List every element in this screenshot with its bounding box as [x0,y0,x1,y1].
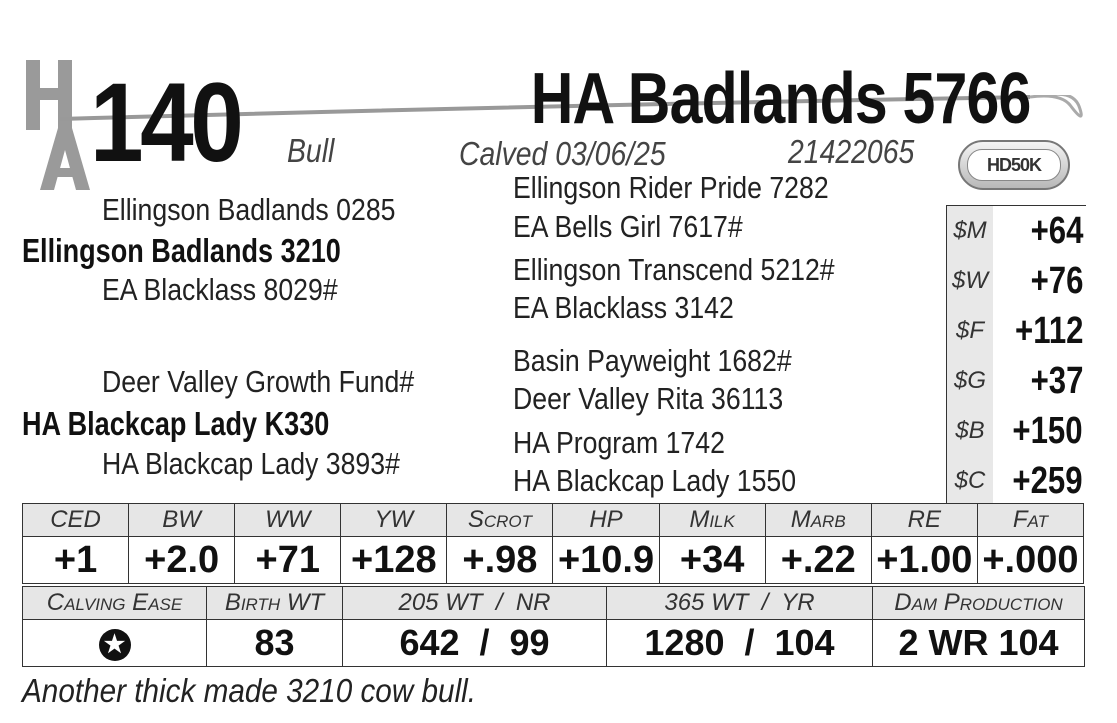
index-label-f: $F [947,306,993,356]
dollar-index-panel [946,205,1086,503]
dam: HA Blackcap Lady K330 [22,405,330,442]
epd-value-hp: +10.9 [553,537,659,584]
index-label-m: $M [947,206,993,256]
dam-sire: Deer Valley Growth Fund# [102,364,415,399]
epd-header-fat: Fat [977,504,1083,537]
epd-value-ced: +1 [23,537,129,584]
sex-label: Bull [287,132,335,169]
index-value-f: +112 [1014,309,1083,352]
hd50k-badge-label: HD50K [967,149,1061,181]
epd-header-row [23,504,1084,537]
epd-header-hp: HP [553,504,659,537]
epd-value-bw: +2.0 [129,537,235,584]
pedigree-ext-1: Ellingson Rider Pride 7282 [513,170,829,205]
index-value-b: +150 [1012,409,1083,452]
sire: Ellingson Badlands 3210 [22,232,341,269]
pedigree-ext-7: HA Program 1742 [513,425,725,460]
value-365-wt-yr: 1280 / 104 [607,620,873,667]
epd-value-marb: +.22 [765,537,871,584]
header-365-wt-yr: 365 WT / YR [607,587,873,620]
epd-value-ww: +71 [235,537,341,584]
value-205-wt-nr: 642 / 99 [343,620,607,667]
epd-header-marb: Marb [765,504,871,537]
sire-sire: Ellingson Badlands 0285 [102,192,396,227]
value-calving-ease [23,620,207,667]
header-205-wt-nr: 205 WT / NR [343,587,607,620]
header-calving-ease: Calving Ease [23,587,207,620]
index-label-w: $W [947,256,993,306]
lot-comment: Another thick made 3210 cow bull. [22,672,477,709]
performance-value-row [23,620,1085,667]
pedigree-ext-8: HA Blackcap Lady 1550 [513,463,797,498]
epd-value-yw: +128 [341,537,447,584]
epd-header-milk: Milk [659,504,765,537]
index-value-m: +64 [1030,209,1083,252]
registration-number: 21422065 [788,133,915,170]
pedigree-ext-5: Basin Payweight 1682# [513,343,792,378]
epd-header-ww: WW [235,504,341,537]
index-value-g: +37 [1030,359,1083,402]
epd-value-scrot: +.98 [447,537,553,584]
pedigree-ext-3: Ellingson Transcend 5212# [513,252,835,287]
hd50k-badge [958,140,1070,190]
epd-value-re: +1.00 [871,537,977,584]
epd-value-row [23,537,1084,584]
epd-header-yw: YW [341,504,447,537]
epd-value-fat: +.000 [977,537,1083,584]
index-label-g: $G [947,356,993,406]
animal-name: HA Badlands 5766 [531,59,1031,139]
index-label-b: $B [947,406,993,456]
header-birth-wt: Birth WT [207,587,343,620]
performance-header-row [23,587,1085,620]
pedigree-ext-6: Deer Valley Rita 36113 [513,381,784,416]
index-value-w: +76 [1030,259,1083,302]
lot-number: 140 [90,60,241,185]
epd-header-scrot: Scrot [447,504,553,537]
value-dam-production: 2 WR 104 [873,620,1085,667]
epd-value-milk: +34 [659,537,765,584]
calved-date: Calved 03/06/25 [459,135,666,172]
pedigree-ext-2: EA Bells Girl 7617# [513,209,743,244]
sire-dam: EA Blacklass 8029# [102,272,338,307]
epd-header-re: RE [871,504,977,537]
index-value-c: +259 [1012,459,1083,502]
dam-dam: HA Blackcap Lady 3893# [102,446,400,481]
index-label-c: $C [947,456,993,506]
performance-table [22,586,1085,667]
value-birth-wt: 83 [207,620,343,667]
epd-table [22,503,1084,584]
epd-header-bw: BW [129,504,235,537]
epd-header-ced: CED [23,504,129,537]
pedigree-ext-4: EA Blacklass 3142 [513,290,734,325]
header-dam-production: Dam Production [873,587,1085,620]
star-icon: ★ [99,629,131,661]
